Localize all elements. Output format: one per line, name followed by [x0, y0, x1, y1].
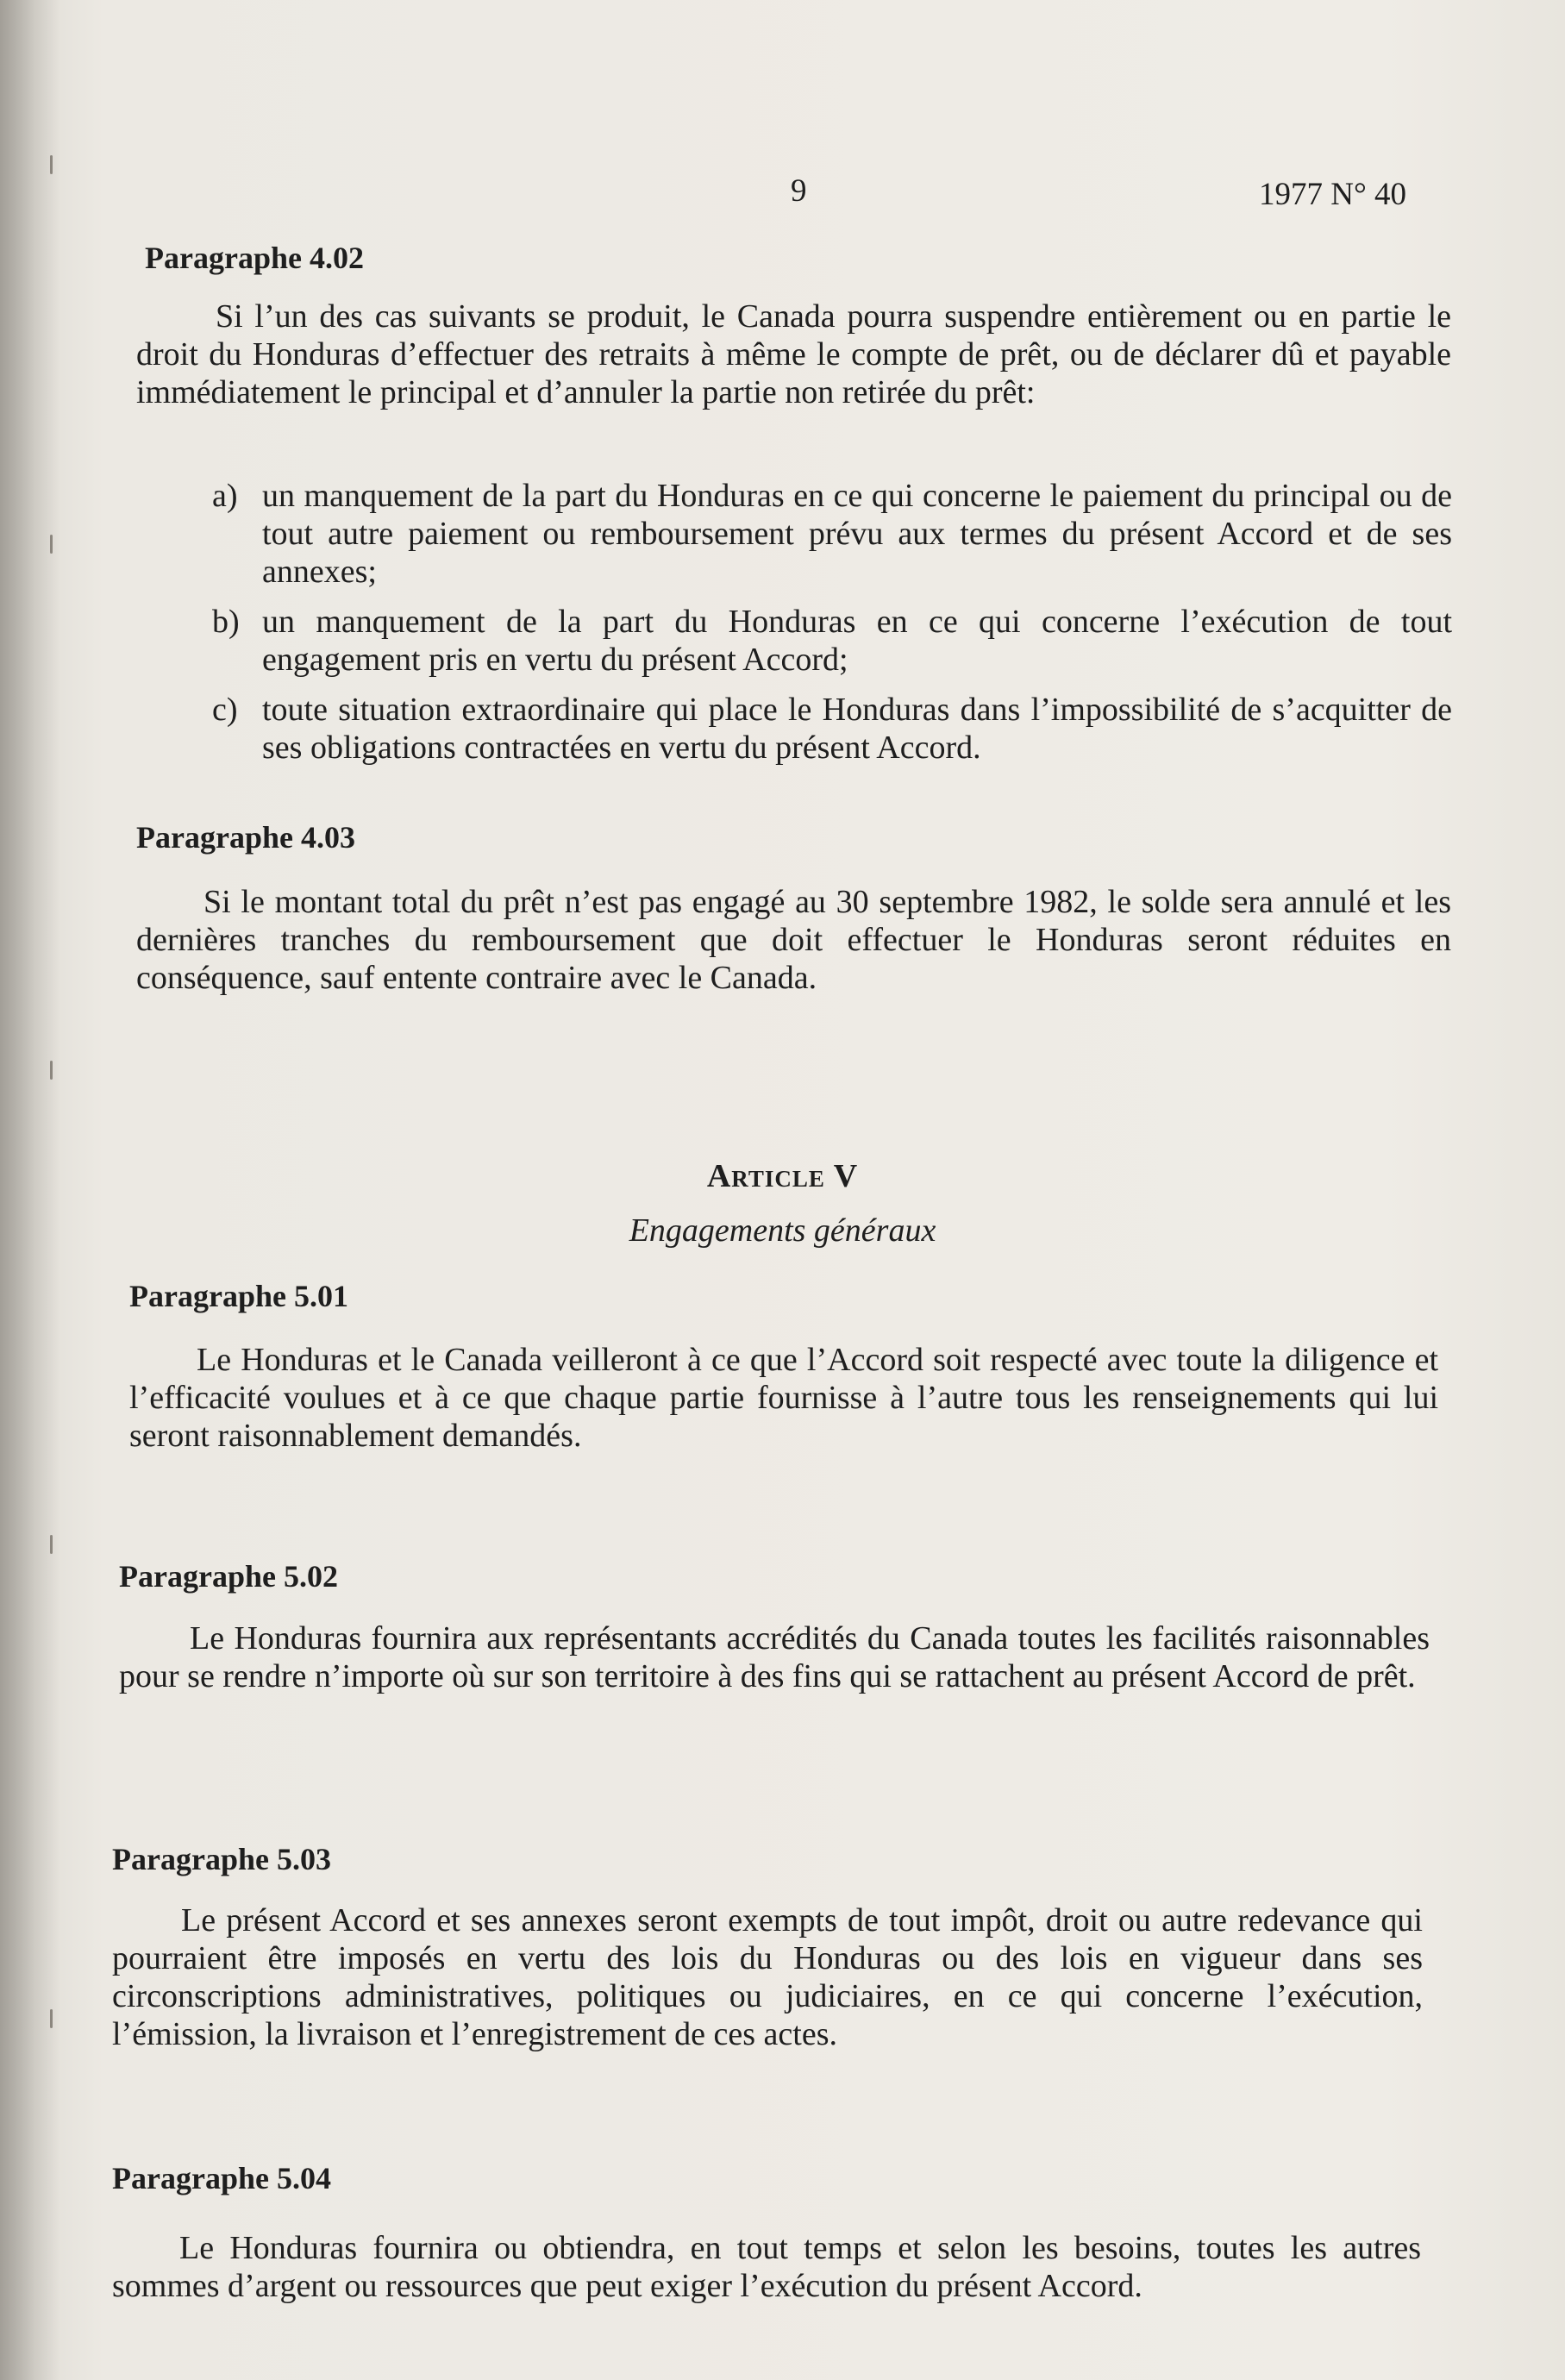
paragraph-heading: Paragraphe 4.03	[136, 820, 355, 855]
article-title: Article V	[706, 1158, 859, 1194]
list-item	[212, 691, 1452, 767]
binding-stitch-mark	[50, 535, 53, 554]
list-item	[212, 603, 1452, 679]
binding-stitch-mark	[50, 1535, 53, 1554]
journal-reference: 1977 N° 40	[1259, 177, 1407, 212]
binding-stitch-mark	[50, 2009, 53, 2028]
page-number: 9	[791, 173, 807, 209]
paragraph-heading: Paragraphe 5.02	[119, 1559, 338, 1594]
paragraph-body: Si le montant total du prêt n’est pas engagé au 30 septembre 1982, le solde sera annulé et les dernières tranches du remboursement que doit effectuer le Honduras seront réduites en conséquence, sauf entente contraire avec le Canada.	[136, 884, 1451, 996]
list-marker: b)	[212, 604, 240, 640]
list-item	[212, 477, 1452, 591]
paragraph-heading: Paragraphe 4.02	[145, 241, 364, 275]
running-head	[0, 172, 1565, 216]
binding-stitch-mark	[50, 1061, 53, 1080]
paragraph-body: Le Honduras fournira ou obtiendra, en tout temps et selon les besoins, toutes les autres sommes d’argent ou ressources que peut exiger l’exécution du présent Accord.	[112, 2230, 1421, 2304]
binding-stitch-mark	[50, 155, 53, 174]
list-item-text: un manquement de la part du Honduras en ce qui concerne l’exécution de tout engagement pris en vertu du présent Accord;	[262, 604, 1452, 678]
paragraph-heading: Paragraphe 5.01	[129, 1279, 348, 1313]
list-item-text: toute situation extraordinaire qui place le Honduras dans l’impossibilité de s’acquitter de ses obligations contractées en vertu du présent Accord.	[262, 692, 1452, 766]
article-subtitle: Engagements généraux	[629, 1212, 936, 1249]
condition-list	[212, 477, 1452, 779]
paragraph-body: Le présent Accord et ses annexes seront exempts de tout impôt, droit ou autre redevance qui pourraient être imposés en vertu des lois du Honduras ou des lois en vigueur dans ses circonscriptions administratives, politiques ou judiciaires, en ce qui concerne l’exécution, l’émission, la livraison et l’enregistrement de ces actes.	[112, 1902, 1423, 2052]
list-marker: a)	[212, 478, 238, 514]
paragraph-body: Le Honduras et le Canada veilleront à ce que l’Accord soit respecté avec toute la diligence et l’efficacité voulues et à ce que chaque partie fournisse à l’autre tous les renseignements qui lui seront raisonnablement demandés.	[129, 1342, 1438, 1454]
paragraph-body: Le Honduras fournira aux représentants accrédités du Canada toutes les facilités raisonnables pour se rendre n’importe où sur son territoire à des fins qui se rattachent au présent Accord de prêt.	[119, 1620, 1430, 1694]
paragraph-heading: Paragraphe 5.04	[112, 2161, 331, 2195]
list-item-text: un manquement de la part du Honduras en ce qui concerne le paiement du principal ou de tout autre paiement ou remboursement prévu aux termes du présent Accord et de ses annexes;	[262, 478, 1452, 590]
paragraph-body: Si l’un des cas suivants se produit, le Canada pourra suspendre entièrement ou en partie le droit du Honduras d’effectuer des retraits à même le compte de prêt, ou de déclarer dû et payable immédiatement le principal et d’annuler la partie non retirée du prêt:	[136, 298, 1451, 410]
list-marker: c)	[212, 692, 238, 728]
paragraph-heading: Paragraphe 5.03	[112, 1842, 331, 1876]
